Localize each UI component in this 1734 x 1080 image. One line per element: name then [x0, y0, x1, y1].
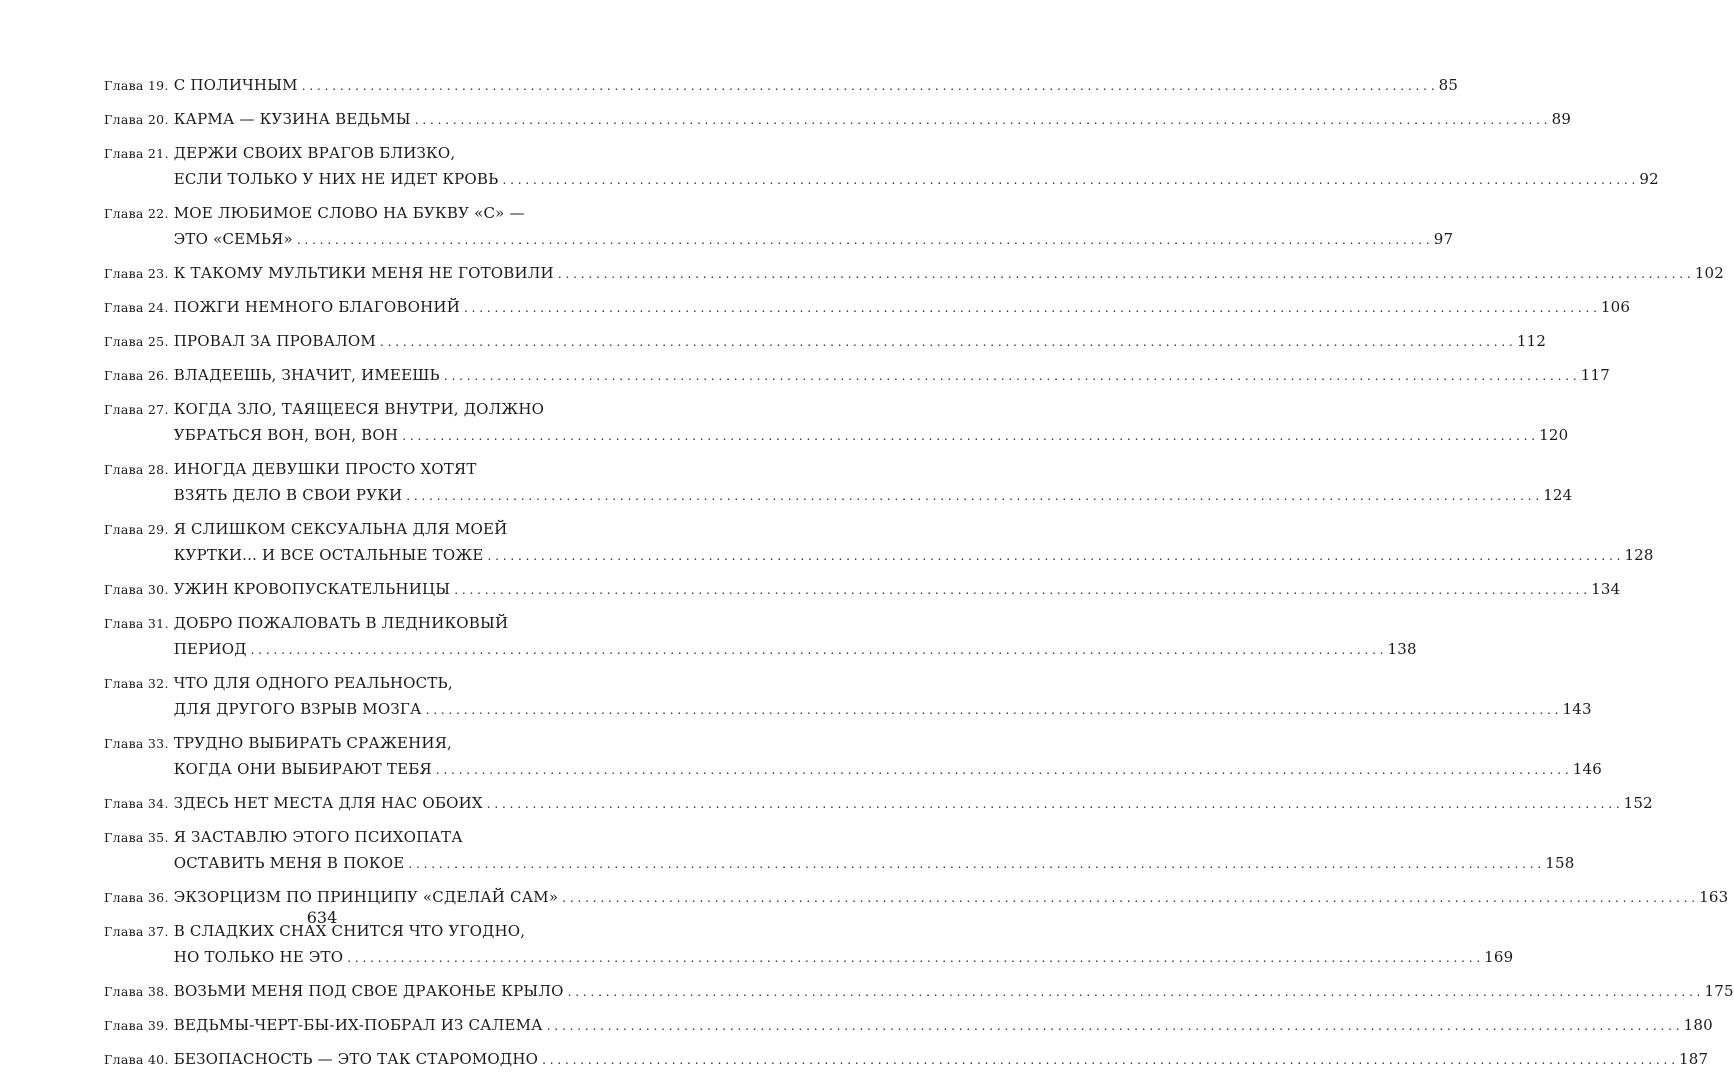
- toc-entry-line: [104, 978, 1734, 1004]
- chapter-title: ПЕРИОД: [173, 640, 247, 658]
- chapter-label: Глава 38.: [104, 984, 169, 999]
- toc-entry: [104, 200, 1454, 252]
- chapter-page-number: 146: [1572, 760, 1602, 778]
- chapter-page-number: 92: [1639, 170, 1659, 188]
- chapter-title: КУРТКИ... И ВСЕ ОСТАЛЬНЫЕ ТОЖЕ: [173, 546, 484, 564]
- toc-entry-line: [104, 516, 576, 542]
- toc-entry-line: [104, 1012, 1713, 1038]
- chapter-title: КОГДА ОНИ ВЫБИРАЮТ ТЕБЯ: [173, 760, 432, 778]
- chapter-label: Глава 26.: [104, 368, 169, 383]
- toc-entry: [104, 978, 1734, 1004]
- toc-entry: [104, 106, 1572, 132]
- toc-entry-line: [104, 576, 1621, 602]
- chapter-page-number: 180: [1683, 1016, 1713, 1034]
- dot-leader: [502, 167, 1635, 193]
- chapter-title: ОСТАВИТЬ МЕНЯ В ПОКОЕ: [173, 854, 405, 872]
- toc-entry-line: [104, 362, 1610, 388]
- chapter-page-number: 106: [1600, 298, 1631, 316]
- chapter-label: Глава 35.: [104, 830, 169, 845]
- toc-entry: [104, 670, 1592, 722]
- toc-entry-line: [104, 790, 1653, 816]
- toc-entry-line: [104, 482, 1573, 508]
- page-number: 634: [306, 908, 338, 927]
- chapter-label: Глава 28.: [104, 462, 169, 477]
- toc-entry-line: [104, 396, 576, 422]
- dot-leader: [547, 1013, 1680, 1039]
- chapter-page-number: 128: [1624, 546, 1654, 564]
- dot-leader: [347, 945, 1480, 971]
- chapter-label: Глава 34.: [104, 796, 169, 811]
- toc-entry-line: [104, 166, 1659, 192]
- chapter-page-number: 117: [1580, 366, 1610, 384]
- chapter-page-number: 85: [1438, 76, 1459, 94]
- toc-entry: [104, 516, 1654, 568]
- chapter-page-number: 152: [1623, 794, 1653, 812]
- chapter-title: ДЛЯ ДРУГОГО ВЗРЫВ МОЗГА: [173, 700, 422, 718]
- chapter-title: ИНОГДА ДЕВУШКИ ПРОСТО ХОТЯТ: [173, 460, 477, 478]
- dot-leader: [408, 851, 1541, 877]
- toc-entry: [104, 328, 1547, 354]
- toc-entry-line: [104, 756, 1602, 782]
- toc-entry-line: [104, 106, 1572, 132]
- chapter-page-number: 97: [1433, 230, 1454, 248]
- chapter-label: Глава 39.: [104, 1018, 169, 1033]
- chapter-title: ЗДЕСЬ НЕТ МЕСТА ДЛЯ НАС ОБОИХ: [173, 794, 483, 812]
- chapter-page-number: 89: [1551, 110, 1572, 128]
- toc-entry: [104, 362, 1610, 388]
- chapter-title: УБРАТЬСЯ ВОН, ВОН, ВОН: [173, 426, 399, 444]
- chapter-label: Глава 29.: [104, 522, 169, 537]
- toc-entry-line: [104, 696, 1592, 722]
- toc-entry: [104, 260, 1724, 286]
- dot-leader: [380, 329, 1513, 355]
- dot-leader: [297, 227, 1430, 253]
- chapter-label: Глава 24.: [104, 300, 169, 315]
- toc-entry-line: [104, 200, 576, 226]
- chapter-page-number: 163: [1699, 888, 1729, 906]
- dot-leader: [444, 363, 1577, 389]
- dot-leader: [454, 577, 1587, 603]
- chapter-label: Глава 21.: [104, 146, 169, 161]
- dot-leader: [402, 423, 1535, 449]
- toc-entry-line: [104, 636, 1417, 662]
- chapter-title: ЕСЛИ ТОЛЬКО У НИХ НЕ ИДЕТ КРОВЬ: [173, 170, 499, 188]
- dot-leader: [406, 483, 1539, 509]
- chapter-label: Глава 19.: [104, 78, 169, 93]
- dot-leader: [487, 791, 1620, 817]
- chapter-page-number: 158: [1545, 854, 1575, 872]
- dot-leader: [562, 885, 1695, 911]
- dot-leader: [488, 543, 1621, 569]
- toc-entry-line: [104, 226, 1454, 252]
- chapter-title: ВЕДЬМЫ-ЧЕРТ-БЫ-ИХ-ПОБРАЛ ИЗ САЛЕМА: [173, 1016, 543, 1034]
- toc-entry-line: [104, 850, 1575, 876]
- chapter-title: ПОЖГИ НЕМНОГО БЛАГОВОНИЙ: [173, 298, 460, 316]
- chapter-page-number: 169: [1484, 948, 1514, 966]
- dot-leader: [436, 757, 1569, 783]
- toc-entry-line: [104, 610, 576, 636]
- chapter-page-number: 138: [1387, 640, 1417, 658]
- chapter-title: ЭТО «СЕМЬЯ»: [173, 230, 293, 248]
- toc-entry-line: [104, 260, 1724, 286]
- dot-leader: [464, 295, 1597, 321]
- chapter-page-number: 102: [1694, 264, 1724, 282]
- dot-leader: [542, 1047, 1675, 1073]
- chapter-title: МОЕ ЛЮБИМОЕ СЛОВО НА БУКВУ «С» —: [173, 204, 525, 222]
- chapter-label: Глава 32.: [104, 676, 169, 691]
- toc-entry-line: [104, 884, 1729, 910]
- chapter-title: Я ЗАСТАВЛЮ ЭТОГО ПСИХОПАТА: [173, 828, 463, 846]
- chapter-title: ВОЗЬМИ МЕНЯ ПОД СВОЕ ДРАКОНЬЕ КРЫЛО: [173, 982, 564, 1000]
- toc-entry-line: [104, 422, 1569, 448]
- chapter-label: Глава 30.: [104, 582, 169, 597]
- chapter-title: КАРМА — КУЗИНА ВЕДЬМЫ: [173, 110, 411, 128]
- chapter-title: ТРУДНО ВЫБИРАТЬ СРАЖЕНИЯ,: [173, 734, 452, 752]
- dot-leader: [568, 979, 1701, 1005]
- chapter-title: Я СЛИШКОМ СЕКСУАЛЬНА ДЛЯ МОЕЙ: [173, 520, 508, 538]
- toc-entry: [104, 72, 1459, 98]
- chapter-title: ЭКЗОРЦИЗМ ПО ПРИНЦИПУ «СДЕЛАЙ САМ»: [173, 888, 559, 906]
- chapter-page-number: 134: [1591, 580, 1621, 598]
- toc-entry: [104, 576, 1621, 602]
- dot-leader: [415, 107, 1548, 133]
- chapter-label: Глава 27.: [104, 402, 169, 417]
- toc-entry: [104, 140, 1659, 192]
- chapter-label: Глава 40.: [104, 1052, 169, 1067]
- toc-entry: [104, 610, 1417, 662]
- dot-leader: [302, 73, 1435, 99]
- chapter-title: К ТАКОМУ МУЛЬТИКИ МЕНЯ НЕ ГОТОВИЛИ: [173, 264, 554, 282]
- toc-entry-line: [104, 328, 1547, 354]
- chapter-title: С ПОЛИЧНЫМ: [173, 76, 298, 94]
- chapter-title: КОГДА ЗЛО, ТАЯЩЕЕСЯ ВНУТРИ, ДОЛЖНО: [173, 400, 545, 418]
- toc-entry-line: [104, 542, 1654, 568]
- chapter-title: ВЗЯТЬ ДЕЛО В СВОИ РУКИ: [173, 486, 403, 504]
- chapter-label: Глава 23.: [104, 266, 169, 281]
- toc-entry-line: [104, 456, 576, 482]
- chapter-page-number: 187: [1679, 1050, 1709, 1068]
- chapter-page-number: 143: [1562, 700, 1592, 718]
- toc-entry-line: [104, 824, 576, 850]
- chapter-title: НО ТОЛЬКО НЕ ЭТО: [173, 948, 344, 966]
- chapter-page-number: 120: [1539, 426, 1569, 444]
- toc-entry: [104, 396, 1569, 448]
- toc-entry-line: [104, 294, 1631, 320]
- chapter-label: Глава 20.: [104, 112, 169, 127]
- dot-leader: [558, 261, 1691, 287]
- toc-entry: [104, 1046, 1709, 1072]
- chapter-title: В СЛАДКИХ СНАХ СНИТСЯ ЧТО УГОДНО,: [173, 922, 526, 940]
- chapter-label: Глава 22.: [104, 206, 169, 221]
- toc-entry: [104, 294, 1631, 320]
- chapter-label: Глава 31.: [104, 616, 169, 631]
- toc-entry: [104, 824, 1575, 876]
- toc-entry-line: [104, 944, 1514, 970]
- chapter-title: ЧТО ДЛЯ ОДНОГО РЕАЛЬНОСТЬ,: [173, 674, 453, 692]
- chapter-title: ДОБРО ПОЖАЛОВАТЬ В ЛЕДНИКОВЫЙ: [173, 614, 509, 632]
- chapter-title: УЖИН КРОВОПУСКАТЕЛЬНИЦЫ: [173, 580, 451, 598]
- chapter-title: БЕЗОПАСНОСТЬ — ЭТО ТАК СТАРОМОДНО: [173, 1050, 539, 1068]
- toc-entry-line: [104, 140, 576, 166]
- chapter-title: ДЕРЖИ СВОИХ ВРАГОВ БЛИЗКО,: [173, 144, 456, 162]
- toc-entry-line: [104, 1046, 1709, 1072]
- chapter-page-number: 112: [1516, 332, 1547, 350]
- toc-entry-line: [104, 670, 576, 696]
- chapter-title: ВЛАДЕЕШЬ, ЗНАЧИТ, ИМЕЕШЬ: [173, 366, 440, 384]
- dot-leader: [426, 697, 1559, 723]
- toc-entry-line: [104, 730, 576, 756]
- chapter-label: Глава 36.: [104, 890, 169, 905]
- chapter-page-number: 175: [1704, 982, 1734, 1000]
- toc-entry: [104, 456, 1573, 508]
- chapter-label: Глава 25.: [104, 334, 169, 349]
- chapter-label: Глава 37.: [104, 924, 169, 939]
- toc-entry: [104, 1012, 1713, 1038]
- chapter-label: Глава 33.: [104, 736, 169, 751]
- toc-entry: [104, 884, 1729, 910]
- toc-entry: [104, 790, 1653, 816]
- toc-entry: [104, 730, 1602, 782]
- toc-entry-line: [104, 72, 1459, 98]
- chapter-page-number: 124: [1543, 486, 1573, 504]
- dot-leader: [251, 637, 1384, 663]
- table-of-contents: [104, 72, 1734, 1080]
- chapter-title: ПРОВАЛ ЗА ПРОВАЛОМ: [173, 332, 376, 350]
